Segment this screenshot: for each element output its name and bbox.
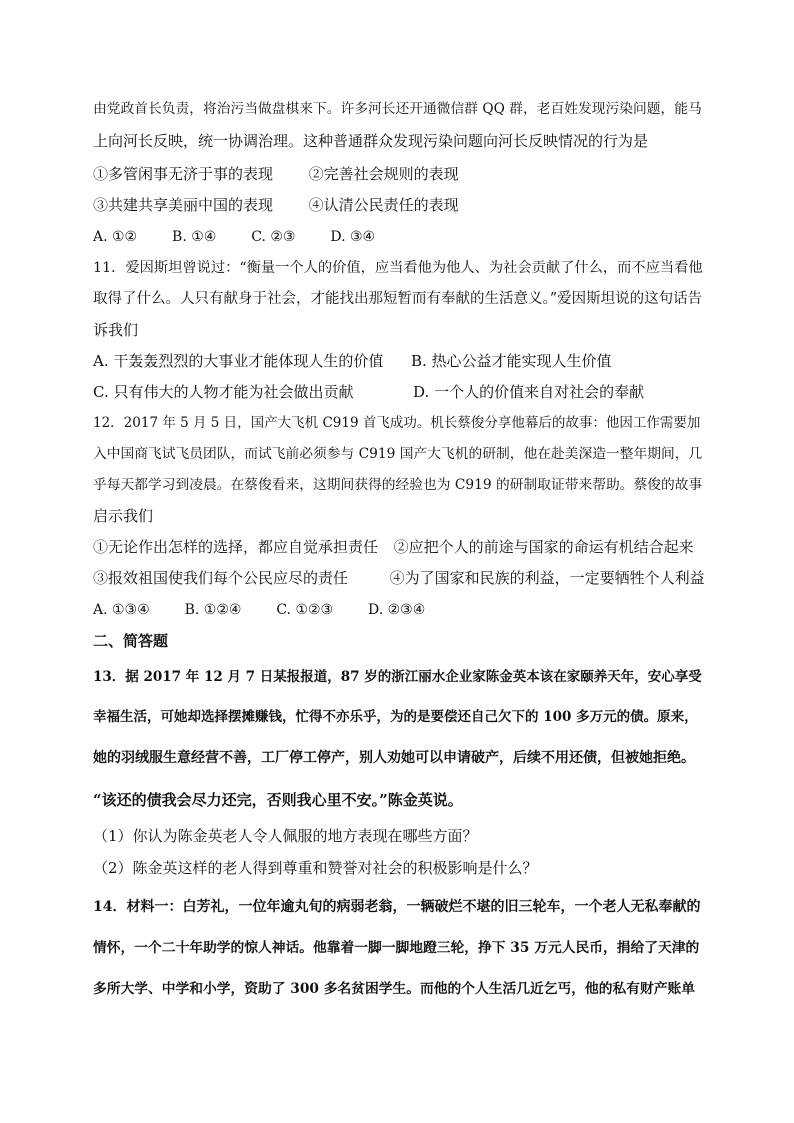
q11-line-3: 诉我们 [93, 321, 139, 339]
q12-option-c: C. ①②③ [276, 602, 334, 618]
q10-statement-3: ③共建共享美丽中国的表现 [93, 196, 274, 214]
q10-statements-row-2 [93, 195, 459, 215]
q10-statement-2: ②完善社会规则的表现 [308, 165, 459, 183]
q10-line-1: 由党政首长负责，将治污当做盘棋来下。许多河长还开通微信群 QQ 群，老百姓发现污染问题，能马 [93, 101, 702, 117]
q10-statement-1: ①多管闲事无济于事的表现 [93, 165, 274, 183]
q14-line-3: 多所大学、中学和小学，资助了 300 多名贫困学生。而他的个人生活几近乞丐，他的私有财产账单 [93, 981, 696, 997]
q13-subquestion-2: （2）陈金英这样的老人得到尊重和赞誉对社会的积极影响是什么？ [93, 859, 538, 877]
q10-options [93, 227, 375, 247]
q12-statements-row-2 [93, 568, 705, 588]
q12-options [93, 600, 425, 620]
q13-line-1: 13．据 2017 年 12 月 7 日某报报道，87 岁的浙江丽水企业家陈金英本该在家颐养天年，安心享受 [93, 669, 702, 685]
q12-statement-4: ④为了国家和民族的利益，一定要牺牲个人利益 [389, 569, 705, 587]
q14-line-1: 14．材料一：白芳礼，一位年逾丸旬的病弱老翁，一辆破烂不堪的旧三轮车，一个老人无私奉献的 [93, 899, 701, 915]
q10-option-d: D. ③④ [330, 229, 376, 245]
q11-line-1: 11．爱因斯坦曾说过：“衡量一个人的价值，应当看他为他人、为社会贡献了什么，而不应当看他 [93, 260, 703, 276]
q12-option-d: D. ②③④ [368, 602, 426, 618]
q12-statement-3: ③报效祖国使我们每个公民应尽的责任 [93, 569, 349, 587]
q11-line-2: 取得了什么。人只有献身于社会，才能找出那短暂而有奉献的生活意义。”爱因斯坦说的这句话告 [93, 291, 703, 307]
q12-line-4: 启示我们 [93, 507, 154, 525]
q10-statements-row-1 [93, 164, 459, 184]
q10-option-a: A. ①② [93, 229, 138, 245]
q12-option-b: B. ①②④ [184, 602, 242, 618]
q12-statement-2: ②应把个人的前途与国家的命运有机结合起来 [393, 538, 694, 556]
q12-line-3: 乎每天都学习到凌晨。在蔡俊看来，这期间获得的经验也为 C919 的研制取证带来帮助。蔡俊的故事 [93, 477, 703, 493]
q10-statement-4: ④认清公民责任的表现 [308, 196, 459, 214]
q11-option-a: A. 干轰轰烈烈的大事业才能体现人生的价值 [93, 352, 384, 370]
q11-option-c: C. 只有伟大的人物才能为社会做出贡献 [93, 383, 354, 401]
q10-option-c: C. ②③ [251, 229, 296, 245]
q11-options-row-2 [93, 382, 644, 402]
q11-options-row-1 [93, 351, 612, 371]
q12-statements-row-1 [93, 537, 694, 557]
q13-line-2: 幸福生活，可她却选择摆摊赚钱，忙得不亦乐乎，为的是要偿还自己欠下的 100 多万元的债。原来， [93, 709, 698, 725]
section-heading: 二、简答题 [93, 632, 169, 650]
q13-line-3: 她的羽绒服生意经营不善，工厂停工停产，别人劝她可以申请破产，后续不用还债，但被她拒绝。 [93, 750, 695, 766]
q11-option-d: D. 一个人的价值来自对社会的奉献 [413, 383, 645, 401]
q12-option-a: A. ①③④ [93, 602, 150, 618]
q12-line-2: 入中国商飞试飞员团队，而试飞前必须参与 C919 国产大飞机的研制，他在赴美深造一整年期间，几 [93, 446, 703, 462]
q12-statement-1: ①无论作出怎样的选择，都应自觉承担责任 [93, 538, 379, 556]
q14-line-2: 情怀，一个二十年助学的惊人神话。他靠着一脚一脚地蹬三轮，挣下 35 万元人民币，捐给了天津的 [93, 940, 700, 956]
q10-line-2: 上向河长反映，统一协调治理。这种普通群众发现污染问题向河长反映情况的行为是 [93, 132, 649, 150]
q10-option-b: B. ①④ [172, 229, 217, 245]
q13-subquestion-1: （1）你认为陈金英老人令人佩服的地方表现在哪些方面？ [93, 827, 478, 845]
q13-line-4: “该还的债我会尽力还完，否则我心里不安。”陈金英说。 [93, 791, 463, 809]
q12-line-1: 12．2017 年 5 月 5 日，国产大飞机 C919 首飞成功。机长蔡俊分享他幕后的故事：他因工作需要加 [93, 415, 701, 431]
q11-option-b: B. 热心公益才能实现人生价值 [410, 352, 612, 370]
